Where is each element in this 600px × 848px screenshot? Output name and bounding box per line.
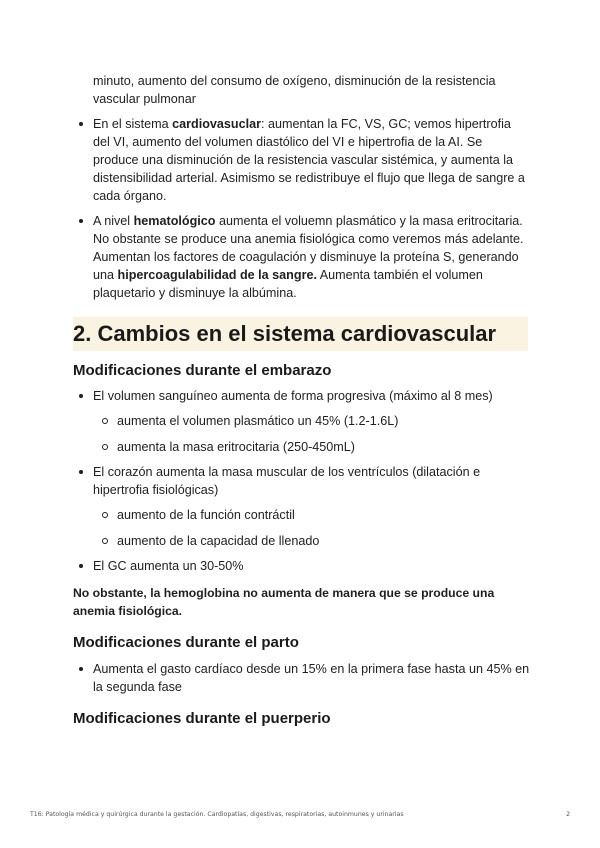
embarazo-bullet-list [73,387,531,405]
list-item-text: : aumentan la FC, VS, GC; vemos hipertrofia del VI, aumento del volumen diastólico del VI e hipertrofia de la AI. Se produce una disminución de la resistencia vascular sistémica, y aumenta la distensibilidad arterial. Asimismo se redistribuye el flujo que llega de sangre a cada órgano. [93,117,525,203]
list-item [73,463,531,499]
footer-title: T16: Patología médica y quirúrgica durante la gestación. Cardiopatías, digestivas, respiratorias, autoinmunes y urinarias [30,811,404,818]
list-item [73,660,531,696]
sub-list-item: aumenta la masa eritrocitaria (250-450mL) [73,438,531,456]
page-number: 2 [566,811,570,818]
intro-bullet-list [73,115,531,302]
list-item [73,557,531,575]
embarazo-bullet-list [73,557,531,575]
list-item-text: El GC aumenta un 30-50% [93,559,244,573]
list-item-text: En el sistema [93,117,173,131]
list-item [73,387,531,405]
bold-term: cardiovasuclar [172,117,262,131]
note-paragraph [73,584,531,620]
continuation-paragraph: minuto, aumento del consumo de oxígeno, disminución de la resistencia vascular pulmonar [93,74,496,106]
list-item-text: A nivel [93,214,134,228]
section-heading-block [73,317,528,351]
sub-list-item: aumento de la capacidad de llenado [73,532,531,550]
list-item-text: El volumen sanguíneo aumenta de forma progresiva (máximo al 8 mes) [93,389,493,403]
list-item-hematologico [73,212,531,302]
subheading-puerperio: Modificaciones durante el puerperio [73,710,331,727]
list-item-text: Aumenta el gasto cardíaco desde un 15% en la primera fase hasta un 45% en la segunda fase [93,662,530,694]
embarazo-sublist-2 [73,506,531,550]
bold-term: hipercoagulabilidad de la sangre. [117,268,317,282]
section-title: 2. Cambios en el sistema cardiovascular [73,321,497,346]
list-item-text: Aumenta también el volumen plaquetario y disminuye la albúmina. [93,268,483,300]
parto-bullet-list [73,660,531,696]
embarazo-sublist-1 [73,412,531,456]
page-content [73,72,531,729]
list-item-cardiovascular [73,115,531,205]
list-item-text: El corazón aumenta la masa muscular de los ventrículos (dilatación e hipertrofia fisiológicas) [93,465,481,497]
embarazo-bullet-list [73,463,531,499]
subheading-parto: Modificaciones durante el parto [73,634,299,651]
bold-term: hematológico [133,214,216,228]
sub-list-item: aumenta el volumen plasmático un 45% (1.2-1.6L) [73,412,531,430]
sub-list-item: aumento de la función contráctil [73,506,531,524]
bold-note: No obstante, la hemoglobina no aumenta de manera que se produce una anemia fisiológica. [73,586,495,618]
subheading-embarazo: Modificaciones durante el embarazo [73,362,332,379]
list-item-text: aumenta el voluemn plasmático y la masa eritrocitaria. No obstante se produce una anemia fisiológica como veremos más adelante. Aumentan los factores de coagulación y disminuye la proteína S, generando una [93,214,524,282]
